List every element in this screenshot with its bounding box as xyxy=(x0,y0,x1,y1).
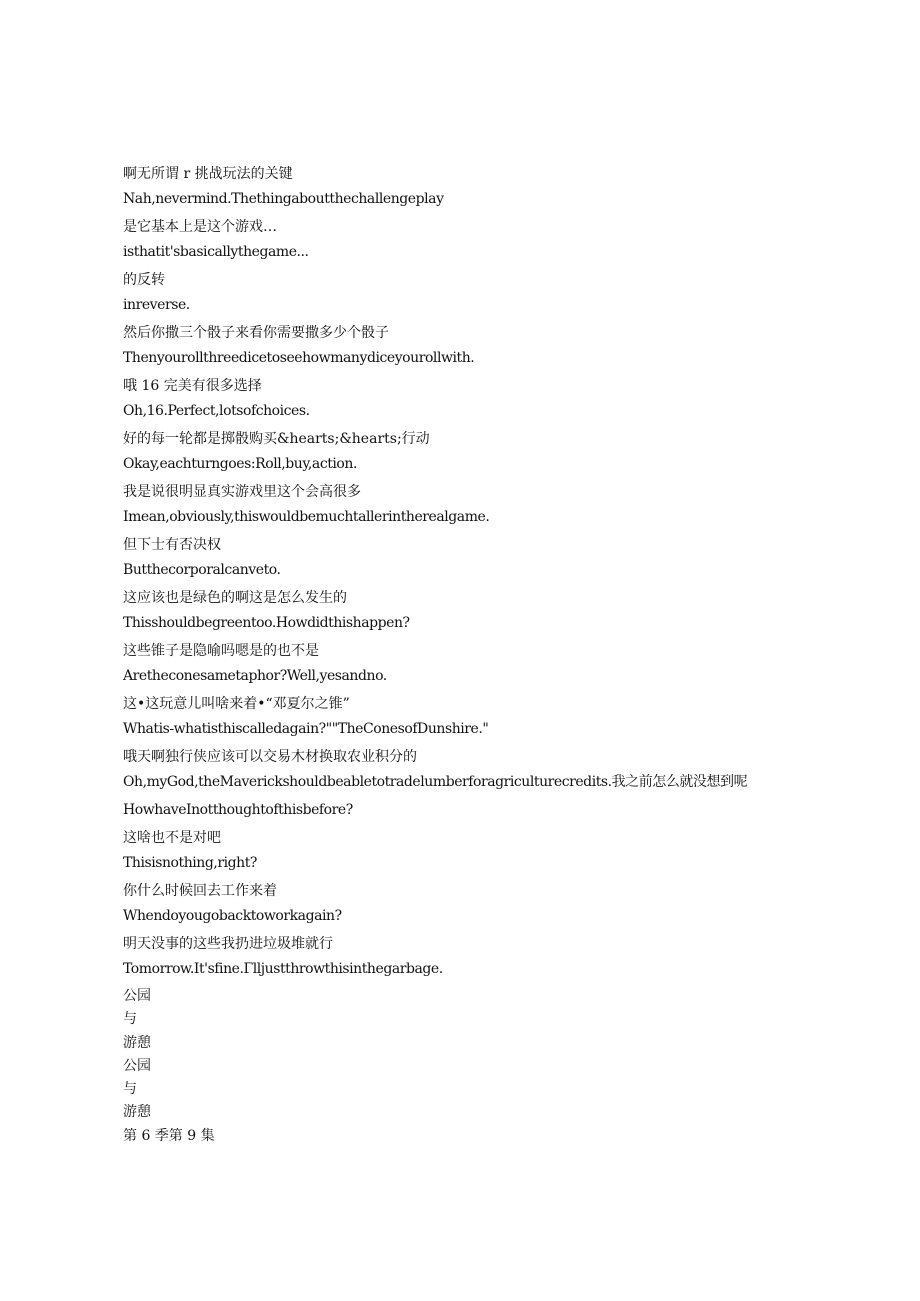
subtitle-zh: 这应该也是绿色的啊这是怎么发生的 xyxy=(123,590,347,606)
subtitle-zh: 是它基本上是这个游戏… xyxy=(123,219,277,235)
show-title-line: 游憩 xyxy=(123,1104,151,1121)
subtitle-en: HowhaveInotthoughtofthisbefore? xyxy=(123,802,353,818)
show-title-line: 与 xyxy=(123,1081,137,1098)
subtitle-zh: 明天没事的这些我扔进垃圾堆就行 xyxy=(123,936,333,952)
subtitle-en: Thisisnothing,right? xyxy=(123,855,257,871)
subtitle-zh: 这些锥子是隐喻吗嗯是的也不是 xyxy=(123,643,319,659)
subtitle-en: Oh,myGod,theMaverickshouldbeabletotradelumberforagriculturecredits.我之前怎么就没想到呢 xyxy=(123,774,748,790)
subtitle-en: Nah,nevermind.Thethingaboutthechallengeplay xyxy=(123,191,444,207)
show-title-line: 游憩 xyxy=(123,1034,151,1051)
subtitle-zh: 好的每一轮都是掷骰购买&hearts;&hearts;行动 xyxy=(123,431,430,447)
subtitle-zh: 我是说很明显真实游戏里这个会高很多 xyxy=(123,484,361,500)
subtitle-zh: 哦天啊独行侠应该可以交易木材换取农业积分的 xyxy=(123,749,417,765)
subtitle-zh: 你什么时候回去工作来着 xyxy=(123,883,277,899)
subtitle-zh: 然后你撒三个骰子来看你需要撒多少个骰子 xyxy=(123,325,389,341)
subtitle-en: isthatit'sbasicallythegame... xyxy=(123,244,309,260)
subtitle-en: Oh,16.Perfect,lotsofchoices. xyxy=(123,403,310,419)
subtitle-zh: 哦 16 完美有很多选择 xyxy=(123,378,262,394)
subtitle-zh: 这啥也不是对吧 xyxy=(123,830,221,846)
subtitle-en: Whendoyougobacktoworkagain? xyxy=(123,908,342,924)
show-title-line: 与 xyxy=(123,1011,137,1028)
subtitle-zh: 的反转 xyxy=(123,272,165,288)
episode-label: 第 6 季第 9 集 xyxy=(123,1127,215,1144)
subtitle-en: Aretheconesametaphor?Well,yesandno. xyxy=(123,668,387,684)
subtitle-transcript xyxy=(123,162,893,1148)
subtitle-zh: 但下士有否决权 xyxy=(123,537,221,553)
subtitle-en: inreverse. xyxy=(123,297,190,313)
subtitle-zh: 啊无所谓 r 挑战玩法的关键 xyxy=(123,166,293,182)
subtitle-en: Okay,eachturngoes:Roll,buy,action. xyxy=(123,456,357,472)
subtitle-zh: 这•这玩意儿叫啥来着•“邓夏尔之锥” xyxy=(123,696,350,712)
subtitle-en: Butthecorporalcanveto. xyxy=(123,562,281,578)
show-title-line: 公园 xyxy=(123,988,151,1004)
show-title-line: 公园 xyxy=(123,1057,151,1074)
subtitle-en: Thisshouldbegreentoo.Howdidthishappen? xyxy=(123,615,410,631)
subtitle-en: Imean,obviously,thiswouldbemuchtallerintherealgame. xyxy=(123,509,490,525)
subtitle-en: Whatis-whatisthiscalledagain?""TheConesofDunshire." xyxy=(123,721,489,737)
subtitle-en: Thenyourollthreedicetoseehowmanydiceyourollwith. xyxy=(123,350,475,366)
subtitle-en: Tomorrow.It'sfine.Γlljustthrowthisinthegarbage. xyxy=(123,961,443,977)
